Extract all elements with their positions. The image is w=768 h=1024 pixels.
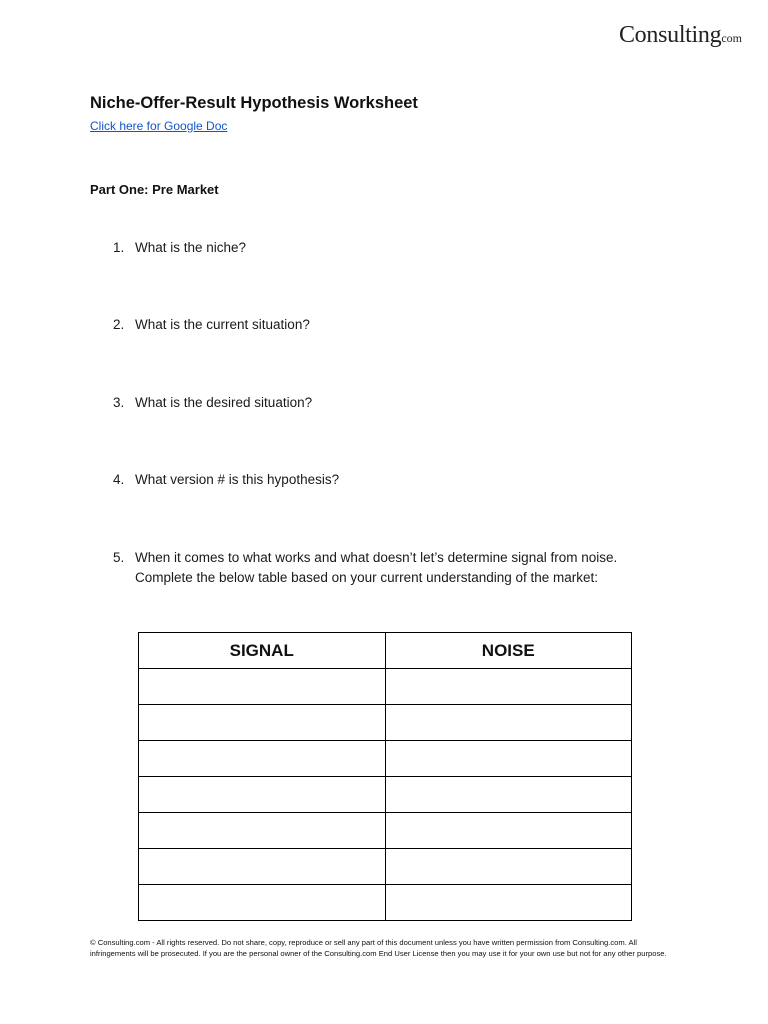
noise-cell[interactable] bbox=[385, 813, 632, 849]
noise-cell[interactable] bbox=[385, 669, 632, 705]
signal-header: SIGNAL bbox=[139, 633, 386, 669]
table-row bbox=[139, 705, 632, 741]
google-doc-link[interactable]: Click here for Google Doc bbox=[90, 119, 228, 133]
question-1 bbox=[113, 238, 247, 258]
table-row bbox=[139, 813, 632, 849]
table-row bbox=[139, 741, 632, 777]
noise-cell[interactable] bbox=[385, 705, 632, 741]
question-text: When it comes to what works and what doesn’t let’s determine signal from noise. bbox=[135, 550, 618, 565]
signal-cell[interactable] bbox=[139, 885, 386, 921]
question-text: What version # is this hypothesis? bbox=[135, 472, 340, 487]
consulting-logo bbox=[619, 22, 742, 49]
table-row bbox=[139, 849, 632, 885]
part-heading: Part One: Pre Market bbox=[90, 182, 219, 197]
footer-line: infringements will be prosecuted. If you are the personal owner of the Consulting.com End User License then you may use it for your own use but not for any other purpose. bbox=[90, 949, 667, 958]
noise-cell[interactable] bbox=[385, 849, 632, 885]
question-4 bbox=[113, 470, 340, 490]
question-number: 5. bbox=[113, 550, 125, 565]
table-row bbox=[139, 669, 632, 705]
signal-cell[interactable] bbox=[139, 777, 386, 813]
question-3 bbox=[113, 393, 313, 413]
question-5 bbox=[113, 548, 618, 585]
question-text: What is the niche? bbox=[135, 240, 247, 255]
logo-wordmark: Consulting bbox=[618, 22, 722, 48]
question-2 bbox=[113, 315, 310, 335]
noise-cell[interactable] bbox=[385, 741, 632, 777]
signal-cell[interactable] bbox=[139, 849, 386, 885]
question-number: 1. bbox=[113, 240, 125, 255]
noise-header: NOISE bbox=[385, 633, 632, 669]
page-title: Niche-Offer-Result Hypothesis Worksheet bbox=[90, 94, 418, 112]
question-text-continued: Complete the below table based on your current understanding of the market: bbox=[135, 570, 599, 585]
noise-cell[interactable] bbox=[385, 885, 632, 921]
question-number: 3. bbox=[113, 395, 125, 410]
signal-cell[interactable] bbox=[139, 705, 386, 741]
copyright-footer bbox=[90, 937, 690, 959]
question-text: What is the desired situation? bbox=[135, 395, 313, 410]
table-row bbox=[139, 885, 632, 921]
question-number: 2. bbox=[113, 317, 125, 332]
signal-cell[interactable] bbox=[139, 741, 386, 777]
question-number: 4. bbox=[113, 472, 125, 487]
table-header-row bbox=[139, 633, 632, 669]
logo-suffix: com bbox=[721, 31, 742, 45]
noise-cell[interactable] bbox=[385, 777, 632, 813]
signal-noise-table bbox=[138, 632, 632, 921]
footer-line: © Consulting.com - All rights reserved. Do not share, copy, reproduce or sell any part of this document unless you have written permission from Consulting.com. All bbox=[90, 938, 637, 947]
signal-cell[interactable] bbox=[139, 669, 386, 705]
question-text: What is the current situation? bbox=[135, 317, 310, 332]
signal-cell[interactable] bbox=[139, 813, 386, 849]
table-row bbox=[139, 777, 632, 813]
